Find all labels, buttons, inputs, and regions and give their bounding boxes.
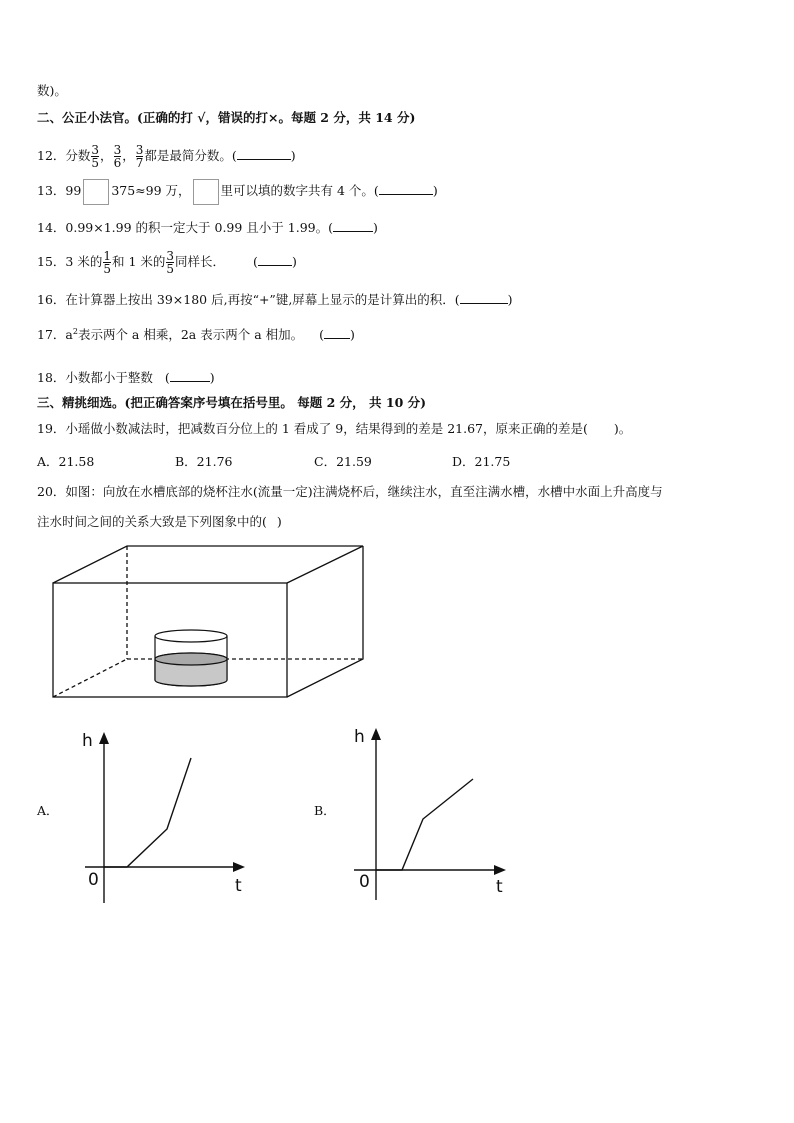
- tank-top-face: [53, 546, 363, 583]
- num: 3: [166, 249, 175, 263]
- q20-line2-text: 注水时间之间的关系大致是下列图象中的(: [37, 514, 267, 529]
- sep: ，: [122, 148, 135, 163]
- num: 3: [135, 143, 144, 157]
- origin-label: 0: [88, 870, 99, 890]
- option-c: C．21.59: [314, 454, 372, 469]
- q15-mid: 和 1 米的: [111, 254, 166, 269]
- y-arrow: [371, 728, 381, 740]
- tank-figure: [45, 542, 370, 704]
- x-axis-label: t: [235, 876, 242, 896]
- top-fragment: 数)。: [37, 83, 67, 98]
- fraction-3-5: [166, 250, 174, 275]
- curve-a: [104, 758, 191, 867]
- answer-blank[interactable]: [379, 182, 433, 195]
- q19-text: 19．小瑶做小数减法时，把减数百分位上的 1 看成了 9，结果得到的差是 21.67，原来正确的差是(: [37, 421, 588, 436]
- q13-mid: 375≈99 万，: [111, 183, 191, 198]
- section3-heading: 三、精挑细选。(把正确答案序号填在括号里。 每题 2 分， 共 10 分): [37, 395, 427, 410]
- q13-prefix: 13．99: [37, 183, 82, 198]
- answer-blank[interactable]: [333, 219, 373, 232]
- beaker: [155, 630, 227, 686]
- graph-a: [82, 728, 255, 908]
- answer-blank[interactable]: [170, 369, 210, 382]
- y-arrow: [99, 732, 109, 744]
- graph-a-label: A．: [37, 803, 59, 818]
- answer-blank[interactable]: [324, 326, 350, 339]
- question-20-line1: 20．如图：向放在水槽底部的烧杯注水(流量一定)注满烧杯后，继续注水，直至注满水槽，水槽中水面上升高度与: [37, 484, 663, 499]
- curve-b: [376, 779, 473, 870]
- option-a: A．21.58: [37, 454, 95, 469]
- close-paren: ): [350, 327, 355, 343]
- close-paren: ): [276, 514, 282, 529]
- question-15: [37, 246, 297, 278]
- x-axis-label: t: [496, 877, 503, 897]
- superscript: 2: [72, 327, 78, 336]
- y-axis-label: h: [354, 727, 365, 747]
- x-arrow: [494, 865, 506, 875]
- den: 7: [135, 156, 144, 170]
- den: 5: [103, 262, 111, 276]
- close-paren: ): [291, 254, 297, 269]
- digit-box[interactable]: [193, 179, 219, 205]
- origin-label: 0: [359, 872, 370, 892]
- q13-suffix: 里可以填的数字共有 4 个。(: [220, 183, 379, 198]
- digit-box[interactable]: [83, 179, 109, 205]
- close-paren: )。: [613, 421, 632, 436]
- num: 3: [91, 143, 100, 157]
- den: 5: [91, 156, 100, 170]
- q17-prefix: 17．a: [37, 327, 73, 343]
- sep: ，: [100, 148, 113, 163]
- open-paren: (: [253, 254, 258, 269]
- y-axis-label: h: [82, 731, 93, 751]
- q18-text: 18．小数都小于整数: [37, 370, 153, 385]
- x-arrow: [233, 862, 245, 872]
- fraction-1-5: [103, 250, 111, 275]
- num: 1: [103, 249, 111, 263]
- graph-b-label: B．: [314, 803, 336, 818]
- q15-prefix: 15．3 米的: [37, 254, 103, 269]
- question-14: [37, 219, 378, 236]
- fraction-3-6: [114, 144, 122, 169]
- option-d: D．21.75: [452, 454, 511, 469]
- question-12: [37, 140, 296, 172]
- close-paren: ): [432, 183, 438, 198]
- close-paren: ): [507, 292, 513, 307]
- answer-blank[interactable]: [258, 253, 292, 266]
- option-b: B．21.76: [175, 454, 233, 469]
- question-19: [37, 421, 631, 437]
- q15-suffix: 同样长．: [175, 254, 226, 269]
- answer-blank[interactable]: [460, 291, 508, 304]
- section2-heading: 二、公正小法官。(正确的打 √，错误的打×。每题 2 分，共 14 分): [37, 110, 416, 125]
- close-paren: ): [290, 148, 296, 163]
- tank-right-face: [287, 546, 363, 697]
- den: 5: [166, 262, 175, 276]
- hidden-edge: [53, 659, 127, 697]
- fraction-3-7: [136, 144, 144, 169]
- num: 3: [113, 143, 122, 157]
- question-13: [37, 178, 438, 204]
- close-paren: ): [372, 220, 378, 235]
- q14-text: 14．0.99×1.99 的积一定大于 0.99 且小于 1.99。(: [37, 220, 333, 235]
- question-16: [37, 291, 513, 308]
- open-paren: (: [319, 327, 325, 343]
- question-17: [37, 324, 355, 343]
- answer-blank[interactable]: [237, 147, 291, 160]
- fraction-3-5: [91, 144, 99, 169]
- q12-prefix: 12．分数: [37, 148, 91, 163]
- graph-b: [356, 724, 526, 904]
- close-paren: ): [209, 370, 215, 385]
- den: 6: [113, 156, 122, 170]
- question-18: [37, 369, 215, 386]
- question-20-line2: [37, 514, 282, 530]
- q16-text: 16．在计算器上按出 39×180 后,再按“+”键,屏幕上显示的是计算出的积．(: [37, 292, 460, 307]
- open-paren: (: [164, 370, 170, 385]
- q12-suffix: 都是最简分数。(: [144, 148, 237, 163]
- q17-suffix: 表示两个 a 相乘，2a 表示两个 a 相加。: [77, 327, 304, 343]
